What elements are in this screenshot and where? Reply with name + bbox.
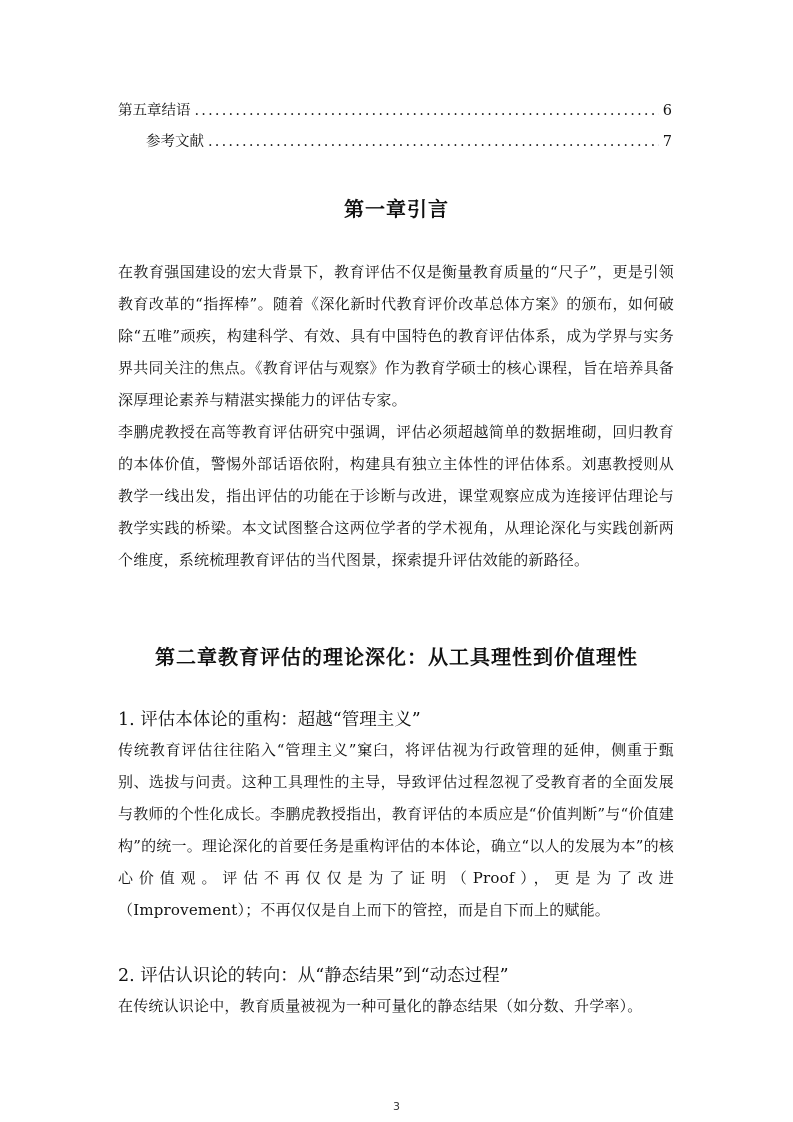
chapter-2-title: 第二章教育评估的理论深化：从工具理性到价值理性: [155, 645, 638, 669]
toc-leader-dots: [195, 101, 659, 121]
section-1-body: 传统教育评估往往陷入“管理主义”窠臼，将评估视为行政管理的延伸，侧重于甄别、选拔与问责。这种工具理性的主导，导致评估过程忽视了受教育者的全面发展与教师的个性化成长。李鹏虎教授指出，教育评估的本质应是“价值判断”与“价值建构”的统一。理论深化的首要任务是重构评估的本体论，确立“以人的发展为本”的核心价值观。评估不再仅仅是为了证明（Proof），更是为了改进（Improvement）；不再仅仅是自上而下的管控，而是自下而上的赋能。: [118, 741, 674, 919]
chapter-1-title: 第一章引言: [344, 197, 449, 221]
page-number: 3: [393, 1100, 400, 1113]
toc-entry-conclusion[interactable]: [118, 101, 672, 121]
section-1-heading: 1. 评估本体论的重构：超越“管理主义”: [118, 710, 421, 730]
toc-label: 第五章结语: [118, 103, 191, 119]
section-2-heading: 2. 评估认识论的转向：从“静态结果”到“动态过程”: [118, 966, 509, 986]
toc-leader-dots: [208, 132, 659, 152]
chapter-1-paragraph-2: 李鹏虎教授在高等教育评估研究中强调，评估必须超越简单的数据堆砌，回归教育的本体价值，警惕外部话语依附，构建具有独立主体性的评估体系。刘惠教授则从教学一线出发，指出评估的功能在于诊断与改进，课堂观察应成为连接评估理论与教学实践的桥梁。本文试图整合这两位学者的学术视角，从理论深化与实践创新两个维度，系统梳理教育评估的当代图景，探索提升评估效能的新路径。: [118, 423, 674, 569]
chapter-1-paragraph-1: 在教育强国建设的宏大背景下，教育评估不仅是衡量教育质量的“尺子”，更是引领教育改革的“指挥棒”。随着《深化新时代教育评价改革总体方案》的颁布，如何破除“五唯”顽疾，构建科学、有效、具有中国特色的教育评估体系，成为学界与实务界共同关注的焦点。《教育评估与观察》作为教育学硕士的核心课程，旨在培养具备深厚理论素养与精湛实操能力的评估专家。: [118, 263, 674, 409]
section-2-body: 在传统认识论中，教育质量被视为一种可量化的静态结果（如分数、升学率）。: [118, 997, 643, 1015]
toc-page-number: 6: [662, 103, 672, 119]
toc-entry-references[interactable]: [146, 132, 672, 152]
toc-page-number: 7: [662, 134, 672, 150]
toc-label: 参考文献: [146, 134, 204, 150]
